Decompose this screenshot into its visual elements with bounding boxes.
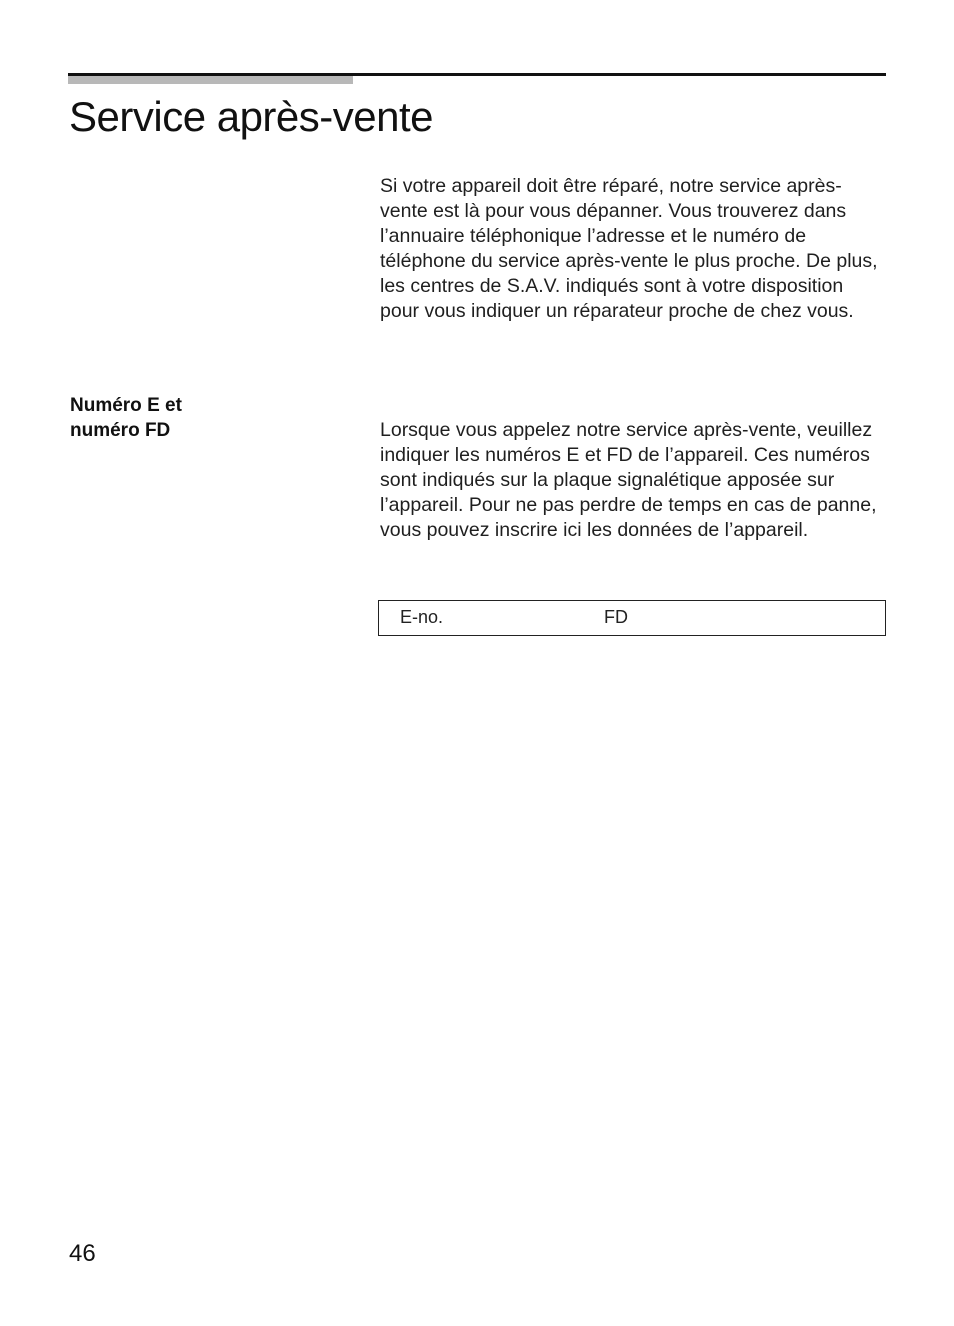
section-heading-line-2: numéro FD: [70, 420, 171, 441]
header-accent-bar: [68, 76, 353, 84]
page-number: 46: [69, 1240, 96, 1267]
e-number-label: E-no.: [400, 607, 444, 627]
section-heading: [70, 393, 270, 443]
fd-number-label: FD: [604, 607, 628, 627]
appliance-number-box: [378, 600, 886, 636]
section-heading-line-1: Numéro E et: [70, 395, 182, 416]
section-paragraph: Lorsque vous appelez notre service après-vente, veuillez indiquer les numéros E et FD de l’appareil. Ces numéros sont indiqués sur la plaque signalétique apposée sur l’appareil. Pour ne pas perdre de temps en cas de panne, vous pouvez inscrire ici les données de l’appareil.: [380, 419, 877, 541]
intro-paragraph: Si votre appareil doit être réparé, notre service après-vente est là pour vous dépanner. Vous trouverez dans l’annuaire téléphonique l’adresse et le numéro de téléphone du service après-vente le plus proche. De plus, les centres de S.A.V. indiqués sont à votre disposition pour vous indiquer un réparateur proche de chez vous.: [380, 175, 878, 322]
page-title: Service après-vente: [69, 93, 434, 140]
